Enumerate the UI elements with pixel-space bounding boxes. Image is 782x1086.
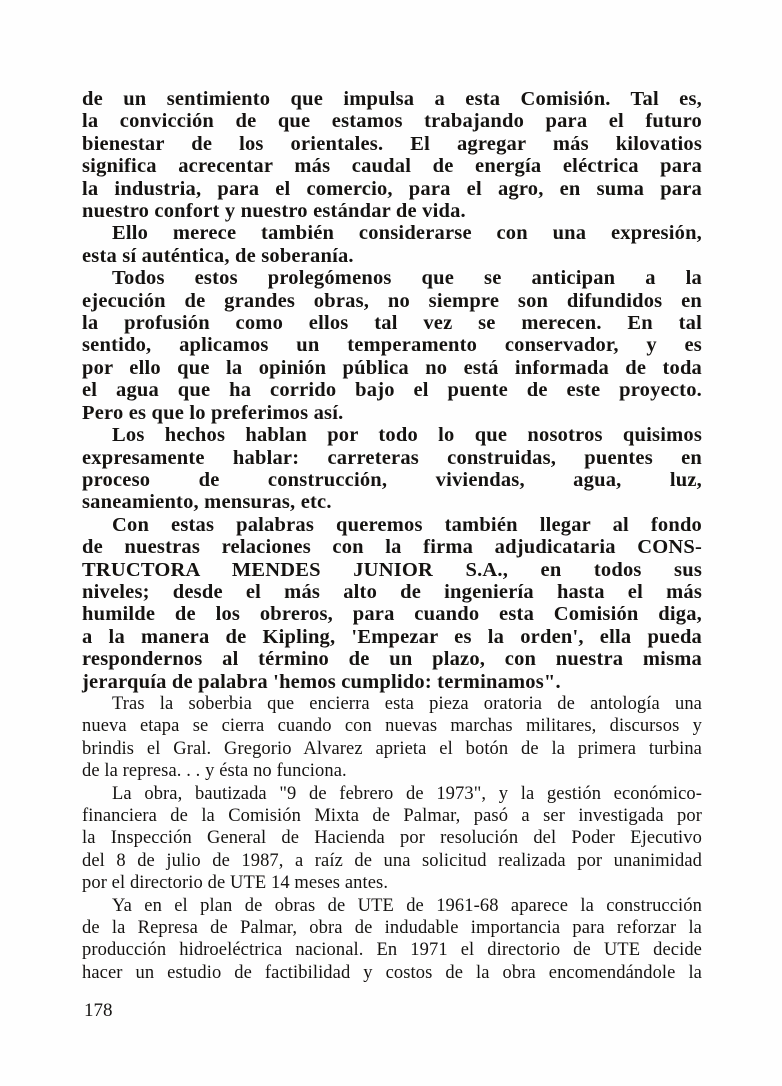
- text-line: el agua que ha corrido bajo el puente de este proyecto.: [82, 379, 702, 402]
- text-line: La obra, bautizada "9 de febrero de 1973", y la gestión económico-: [112, 783, 702, 804]
- text-line: Tras la soberbia que encierra esta pieza oratoria de antología una: [112, 693, 702, 714]
- text-line: sentido, aplicamos un temperamento conservador, y es: [82, 334, 702, 357]
- text-line: Con estas palabras queremos también llegar al fondo: [112, 513, 702, 536]
- text-line: ejecución de grandes obras, no siempre son difundidos en: [82, 289, 702, 312]
- text-line: por ello que la opinión pública no está informada de toda: [82, 356, 702, 379]
- text-line: humilde de los obreros, para cuando esta Comisión diga,: [82, 603, 702, 626]
- text-line: del 8 de julio de 1987, a raíz de una solicitud realizada por unanimidad: [82, 850, 702, 871]
- text-line: Todos estos prolegómenos que se anticipan a la: [112, 267, 702, 290]
- text-line: jerarquía de palabra 'hemos cumplido: terminamos".: [82, 670, 561, 693]
- body-text: [82, 88, 702, 984]
- text-line: la Inspección General de Hacienda por resolución del Poder Ejecutivo: [82, 828, 702, 849]
- text-line: la profusión como ellos tal vez se merecen. En tal: [82, 312, 702, 335]
- text-line: de un sentimiento que impulsa a esta Comisión. Tal es,: [82, 88, 702, 110]
- text-line: de nuestras relaciones con la firma adjudicataria CONS-: [82, 536, 702, 559]
- text-line: nuestro confort y nuestro estándar de vida.: [82, 200, 466, 223]
- text-line: de la Represa de Palmar, obra de indudable importancia para reforzar la: [82, 918, 702, 939]
- text-line: respondernos al término de un plazo, con nuestra misma: [82, 648, 702, 671]
- text-line: saneamiento, mensuras, etc.: [82, 491, 332, 514]
- text-line: proceso de construcción, viviendas, agua, luz,: [82, 468, 702, 491]
- text-line: niveles; desde el más alto de ingeniería hasta el más: [82, 580, 702, 603]
- page-number: 178: [84, 1000, 113, 1021]
- text-line: esta sí auténtica, de soberanía.: [82, 244, 354, 267]
- text-line: brindis el Gral. Gregorio Alvarez aprieta el botón de la primera turbina: [82, 738, 702, 759]
- text-line: Ello merece también considerarse con una expresión,: [112, 222, 702, 245]
- text-line: expresamente hablar: carreteras construidas, puentes en: [82, 446, 702, 469]
- text-line: la industria, para el comercio, para el agro, en suma para: [82, 177, 702, 200]
- text-line: hacer un estudio de factibilidad y costos de la obra encomendándole la: [82, 962, 702, 983]
- text-line: TRUCTORA MENDES JUNIOR S.A., en todos sus: [82, 558, 702, 581]
- text-line: a la manera de Kipling, 'Empezar es la orden', ella pueda: [82, 625, 702, 648]
- text-line: producción hidroeléctrica nacional. En 1971 el directorio de UTE decide: [82, 940, 702, 961]
- text-line: por el directorio de UTE 14 meses antes.: [82, 873, 389, 894]
- text-line: la convicción de que estamos trabajando para el futuro: [82, 110, 702, 133]
- text-line: Pero es que lo preferimos así.: [82, 401, 344, 424]
- text-line: financiera de la Comisión Mixta de Palmar, pasó a ser investigada por: [82, 806, 702, 826]
- text-line: de la represa. . . y ésta no funciona.: [82, 761, 347, 782]
- text-line: bienestar de los orientales. El agregar más kilovatios: [82, 132, 702, 155]
- text-line: nueva etapa se cierra cuando con nuevas marchas militares, discursos y: [82, 716, 702, 737]
- text-line: Ya en el plan de obras de UTE de 1961-68 aparece la construcción: [112, 895, 702, 916]
- text-line: Los hechos hablan por todo lo que nosotros quisimos: [112, 424, 702, 447]
- text-line: significa acrecentar más caudal de energía eléctrica para: [82, 155, 702, 178]
